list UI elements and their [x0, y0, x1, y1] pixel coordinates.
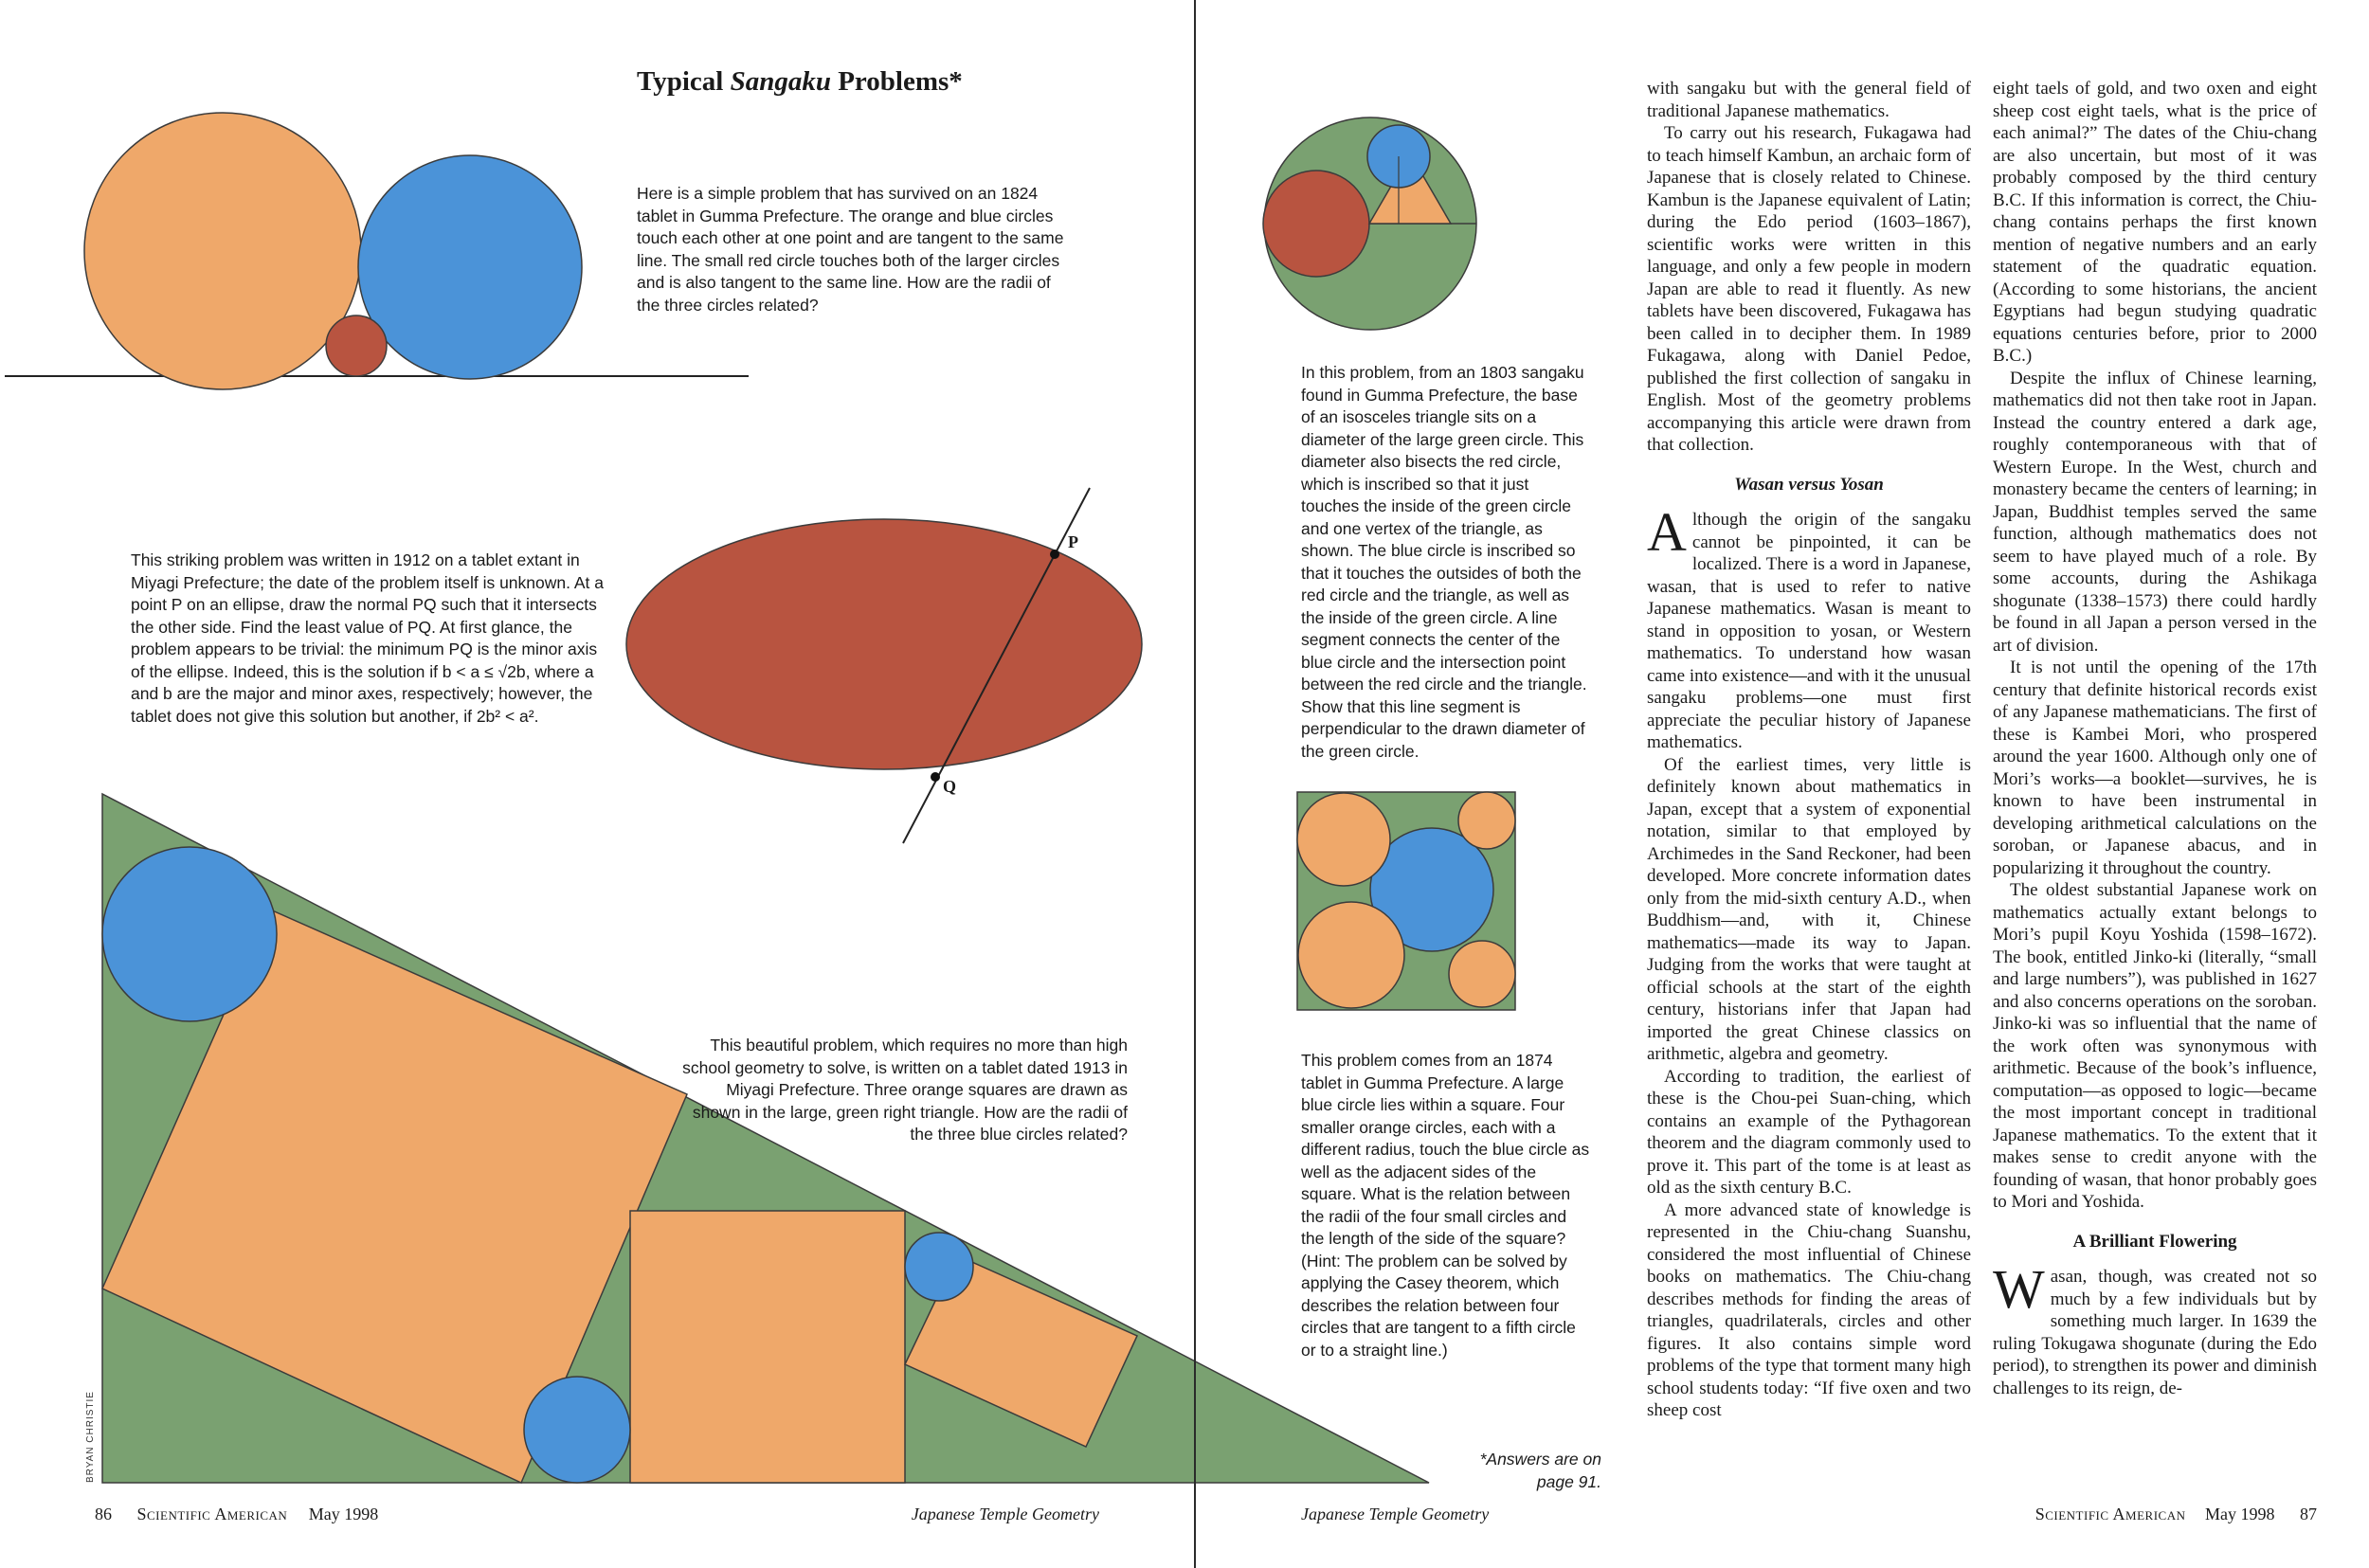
title-suffix: Problems*	[830, 66, 963, 97]
col2-paragraph-5-text: asan, though, was created not so much by a few individuals but by something much larger. In 1639 the ruling Tokugawa shogunate (during the Edo period), to strengthen its power and diminish challenges to its reign, de-	[1993, 1267, 2317, 1398]
subhead-wasan-versus-yosan: Wasan versus Yosan	[1734, 474, 1884, 495]
magazine-name-right: Scientific American	[2034, 1505, 2186, 1523]
caption-ellipse: This striking problem was written in 1912 on a tablet extant in Miyagi Prefecture; the date of the problem itself is unknown. At a point P on an ellipse, draw the normal PQ such that it intersects the other side. Find the least value of PQ. At first glance, the problem appears to be trivial: the minimum PQ is the minor axis of the ellipse. Indeed, this is the solution if b < a ≤ √2b, where a and b are the major and minor axes, respectively; however, the tablet does not give this solution but another, if 2b² < a².	[131, 550, 605, 726]
col2-paragraph-5	[1993, 1258, 2317, 1399]
col1-paragraph-1: with sangaku but with the general field of traditional Japanese mathematics.	[1647, 79, 1971, 121]
title-emphasis: Sangaku	[730, 66, 831, 97]
dropcap-a: A	[1647, 501, 1687, 563]
caption-right-triangle: This beautiful problem, which requires no more than high school geometry to solve, is written on a tablet dated 1913 in Miyagi Prefecture. Three orange squares are drawn as shown in the large, green right triangle. How are the radii of the three blue circles related?	[682, 1036, 1128, 1144]
label-q: Q	[943, 777, 957, 796]
col1-paragraph-3	[1647, 501, 1971, 754]
orange-circle-top-right	[1458, 792, 1515, 849]
article-column-2	[1993, 78, 2317, 1399]
square-circles-figure	[1296, 791, 1519, 1014]
caption-circle-triangle: In this problem, from an 1803 sangaku found in Gumma Prefecture, the base of an isosceles triangle sits on a diameter of the large green circle. This diameter also bisects the red circle, which is inscribed so that it just touches the inside of the green circle and one vertex of the triangle, as shown. The blue circle is inscribed so that it touches the outsides of both the red circle and the triangle, as well as the inside of the green circle. A line segment connects the center of the blue circle and the intersection point between the red circle and the triangle. Show that this line segment is perpendicular to the drawn diameter of the green circle.	[1301, 363, 1587, 761]
title-text: Typical	[637, 66, 731, 97]
page-number-left: 86	[95, 1505, 112, 1523]
blue-circle-middle	[524, 1377, 630, 1483]
col1-paragraph-3-text: lthough the origin of the sangaku cannot be pinpointed, it can be localized. There is a word in Japanese, wasan, that is used to refer to native Japanese mathematics. Wasan is meant to stand in opposition to yosan, or Western mathematics. To understand how wasan came into existence—and with it the unusual sangaku problems—one must first appreciate the peculiar history of Japanese mathematics.	[1647, 510, 1971, 752]
col1-paragraph-2: To carry out his research, Fukagawa had to teach himself Kambun, an archaic form of Japanese that is closely related to Chinese. Kambun is the Japanese equivalent of Latin; during the Edo period (1603–1867), scientific works were written in this language, and only a few people in modern Japan are able to read it fluently. As new tablets have been discovered, Fukagawa has been called in to decipher them. In 1989 Fukagawa, along with Daniel Pedoe, published the first collection of sangaku in English. Most of the geometry problems accompanying this article were drawn from that collection.	[1647, 123, 1971, 455]
article-name-right: Japanese Temple Geometry	[1301, 1505, 1490, 1523]
dropcap-w: W	[1993, 1258, 2045, 1320]
right-folio	[1301, 1505, 2317, 1524]
circle-triangle-figure	[1263, 116, 1481, 333]
col1-paragraph-6: A more advanced state of knowledge is represented in the Chiu-chang Suanshu, considered the most influential of Chinese books on mathematics. The Chiu-chang describes methods for finding the areas of triangles, quadrilaterals, circles and other figures. It also contains simple word problems of the type that torment many high school students today: “If five oxen and two sheep cost	[1647, 1199, 1971, 1420]
page-gutter	[1194, 0, 1196, 1568]
col2-paragraph-3: It is not until the opening of the 17th century that definite historical records exist of any Japanese mathematicians. The first of these is Kambei Mori, who prospered around the year 1600. Although only one of Mori’s works—a booklet—survives, he is known to have been instrumental in developing arithmetical calculations on the soroban, or Japanese abacus, and in popularizing it throughout the country.	[1993, 658, 2317, 878]
article-column-1	[1647, 78, 1971, 1422]
orange-circle-bottom-left	[1298, 902, 1404, 1008]
col2-paragraph-4: The oldest substantial Japanese work on mathematics actually extant belongs to Mori’s pupil Koyu Yoshida (1598–1672). The book, entitled Jinko-ki (literally, “small and large numbers”), was published in 1627 and also concerns operations on the soroban. Jinko-ki was so influential that the name of the work often was synonymous with arithmetic. Because of the book’s influence, computation—as opposed to logic—became the most important concept in traditional Japanese mathematics. To the extent that it makes sense to credit anyone with the founding of wasan, that honor probably goes to Mori and Yoshida.	[1993, 880, 2317, 1212]
blue-circle-small	[905, 1233, 973, 1301]
col1-paragraph-4: Of the earliest times, very little is definitely known about mathematics in Japan, except that a system of exponential notation, similar to that employed by Archimedes in the Sand Reckoner, had been developed. More concrete information dates only from the mid-sixth century A.D., when Buddhism—and, with it, Chinese mathematics—made its way to Japan. Judging from the works that were taught at official schools at the start of the eighth century, historians infer that Japan had imported the great Chinese classics on arithmetic, algebra and geometry.	[1647, 754, 1971, 1064]
label-p: P	[1068, 532, 1078, 551]
left-folio	[95, 1505, 1099, 1524]
caption-three-circles: Here is a simple problem that has survived on an 1824 tablet in Gumma Prefecture. The orange and blue circles touch each other at one point and are tangent to the same line. The small red circle touches both of the larger circles and is also tangent to the same line. How are the radii of the three circles related?	[637, 184, 1064, 315]
red-circle	[1263, 171, 1369, 277]
col1-paragraph-5: According to tradition, the earliest of these is the Chou-pei Suan-ching, which contains an example of the Pythagorean theorem and the diagram commonly used to prove it. This part of the tome is at least as old as the sixth century B.C.	[1647, 1066, 1971, 1198]
article-name-left: Japanese Temple Geometry	[911, 1505, 1099, 1523]
orange-circle-top-left	[1297, 793, 1390, 886]
caption-square: This problem comes from an 1874 tablet in Gumma Prefecture. A large blue circle lies within a square. Four smaller orange circles, each with a different radius, touch the blue circle as well as the adjacent sides of the square. What is the relation between the radii of the four small circles and the length of the side of the square? (Hint: The problem can be solved by applying the Casey theorem, which describes the relation between four circles that are tangent to a fifth circle or to a straight line.)	[1301, 1051, 1590, 1360]
blue-circle-large	[102, 847, 277, 1021]
answers-note: *Answers are on page 91.	[1479, 1450, 1601, 1491]
orange-square-middle	[630, 1211, 905, 1483]
col2-paragraph-2: Despite the influx of Chinese learning, mathematics did not then take root in Japan. Instead the country entered a dark age, roughly contemporaneous with that of Western Europe. In the West, church and monastery became the centers of learning; in Japan, Buddhist temples served the same function, although mathematics does not seem to have played much of a role. By some accounts, during the Ashikaga shogunate (1338–1573) there could hardly be found in all Japan a person versed in the art of division.	[1993, 368, 2317, 656]
page-number-right: 87	[2300, 1505, 2317, 1523]
issue-date-left: May 1998	[308, 1505, 379, 1523]
subhead-brilliant-flowering: A Brilliant Flowering	[2072, 1231, 2237, 1252]
orange-circle-bottom-right	[1449, 941, 1515, 1007]
magazine-name-left: Scientific American	[136, 1505, 288, 1523]
issue-date-right: May 1998	[2205, 1505, 2275, 1523]
illustrator-credit: BRYAN CHRISTIE	[85, 1391, 96, 1483]
col2-paragraph-1: eight taels of gold, and two oxen and eight sheep cost eight taels, what is the price of each animal?” The dates of the Chiu-chang are also uncertain, but most of it was probably composed by the third century B.C. If this information is correct, the Chiu-chang contains perhaps the first known mention of negative numbers and an early statement of the quadratic equation. (According to some historians, the ancient Egyptians had begun studying quadratic equations centuries before, prior to 2000 B.C.)	[1993, 79, 2317, 366]
